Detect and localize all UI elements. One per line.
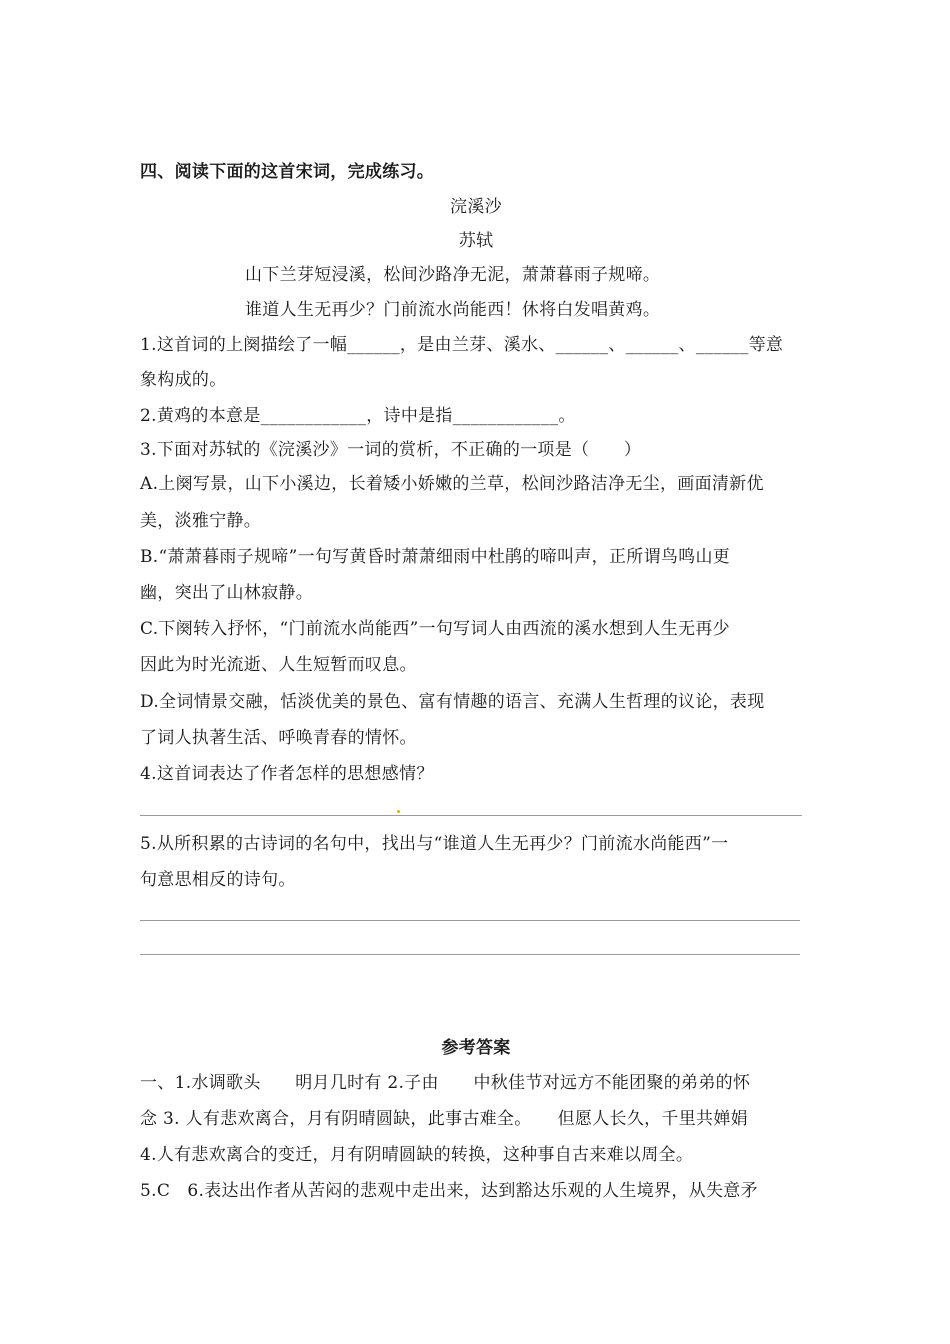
option-d-line-1: D.全词情景交融，恬淡优美的景色、富有情趣的语言、充满人生哲理的议论，表现 <box>140 692 765 712</box>
question-1-line-2: 象构成的。 <box>140 370 227 390</box>
answers-line-2: 念 3. 人有悲欢离合，月有阴晴圆缺，此事古难全。 但愿人长久，千里共婵娟 <box>140 1109 748 1129</box>
answers-line-1: 一、1.水调歌头 明月几时有 2.子由 中秋佳节对远方不能团聚的弟弟的怀 <box>140 1073 751 1093</box>
option-b-line-1: B.“萧萧暮雨子规啼”一句写黄昏时萧萧细雨中杜鹃的啼叫声，正所谓鸟鸣山更 <box>140 547 731 567</box>
option-d-line-2: 了词人执著生活、呼唤青春的情怀。 <box>140 728 417 748</box>
section-title: 四、阅读下面的这首宋词，完成练习。 <box>140 162 435 182</box>
poem-line-2: 谁道人生无再少？门前流水尚能西！休将白发唱黄鸡。 <box>245 300 661 320</box>
option-c-line-1: C.下阕转入抒怀，“门前流水尚能西”一句写词人由西流的溪水想到人生无再少 <box>140 619 730 639</box>
option-a-line-1: A.上阕写景，山下小溪边，长着矮小娇嫩的兰草，松间沙路洁净无尘，画面清新优 <box>140 474 764 494</box>
question-5-line-2: 句意思相反的诗句。 <box>140 870 296 890</box>
answers-title: 参考答案 <box>441 1038 511 1058</box>
option-b-line-2: 幽，突出了山林寂静。 <box>140 583 313 603</box>
answers-line-4: 5.C 6.表达出作者从苦闷的悲观中走出来，达到豁达乐观的人生境界，从失意矛 <box>140 1181 758 1201</box>
poem-author: 苏轼 <box>458 231 494 251</box>
question-1-line-1: 1.这首词的上阕描绘了一幅______，是由兰芽、溪水、______、______、______等意 <box>140 335 784 355</box>
answer-line-q4 <box>140 815 802 816</box>
question-2: 2.黄鸡的本意是____________，诗中是指____________。 <box>140 406 576 426</box>
question-5-line-1: 5.从所积累的古诗词的名句中，找出与“谁道人生无再少？门前流水尚能西”一 <box>140 834 729 854</box>
option-a-line-2: 美，淡雅宁静。 <box>140 511 262 531</box>
stray-mark <box>397 810 400 813</box>
poem-line-1: 山下兰芽短浸溪，松间沙路净无泥，萧萧暮雨子规啼。 <box>245 265 661 285</box>
answers-line-3: 4.人有悲欢离合的变迁，月有阴晴圆缺的转换，这种事自古来难以周全。 <box>140 1145 694 1165</box>
poem-title: 浣溪沙 <box>450 197 502 217</box>
option-c-line-2: 因此为时光流逝、人生短暂而叹息。 <box>140 655 417 675</box>
answer-line-q5-1 <box>140 920 800 921</box>
question-4: 4.这首词表达了作者怎样的思想感情？ <box>140 764 434 784</box>
question-3: 3.下面对苏轼的《浣溪沙》一词的赏析，不正确的一项是（ ） <box>140 440 642 460</box>
answer-line-q5-2 <box>140 954 800 955</box>
